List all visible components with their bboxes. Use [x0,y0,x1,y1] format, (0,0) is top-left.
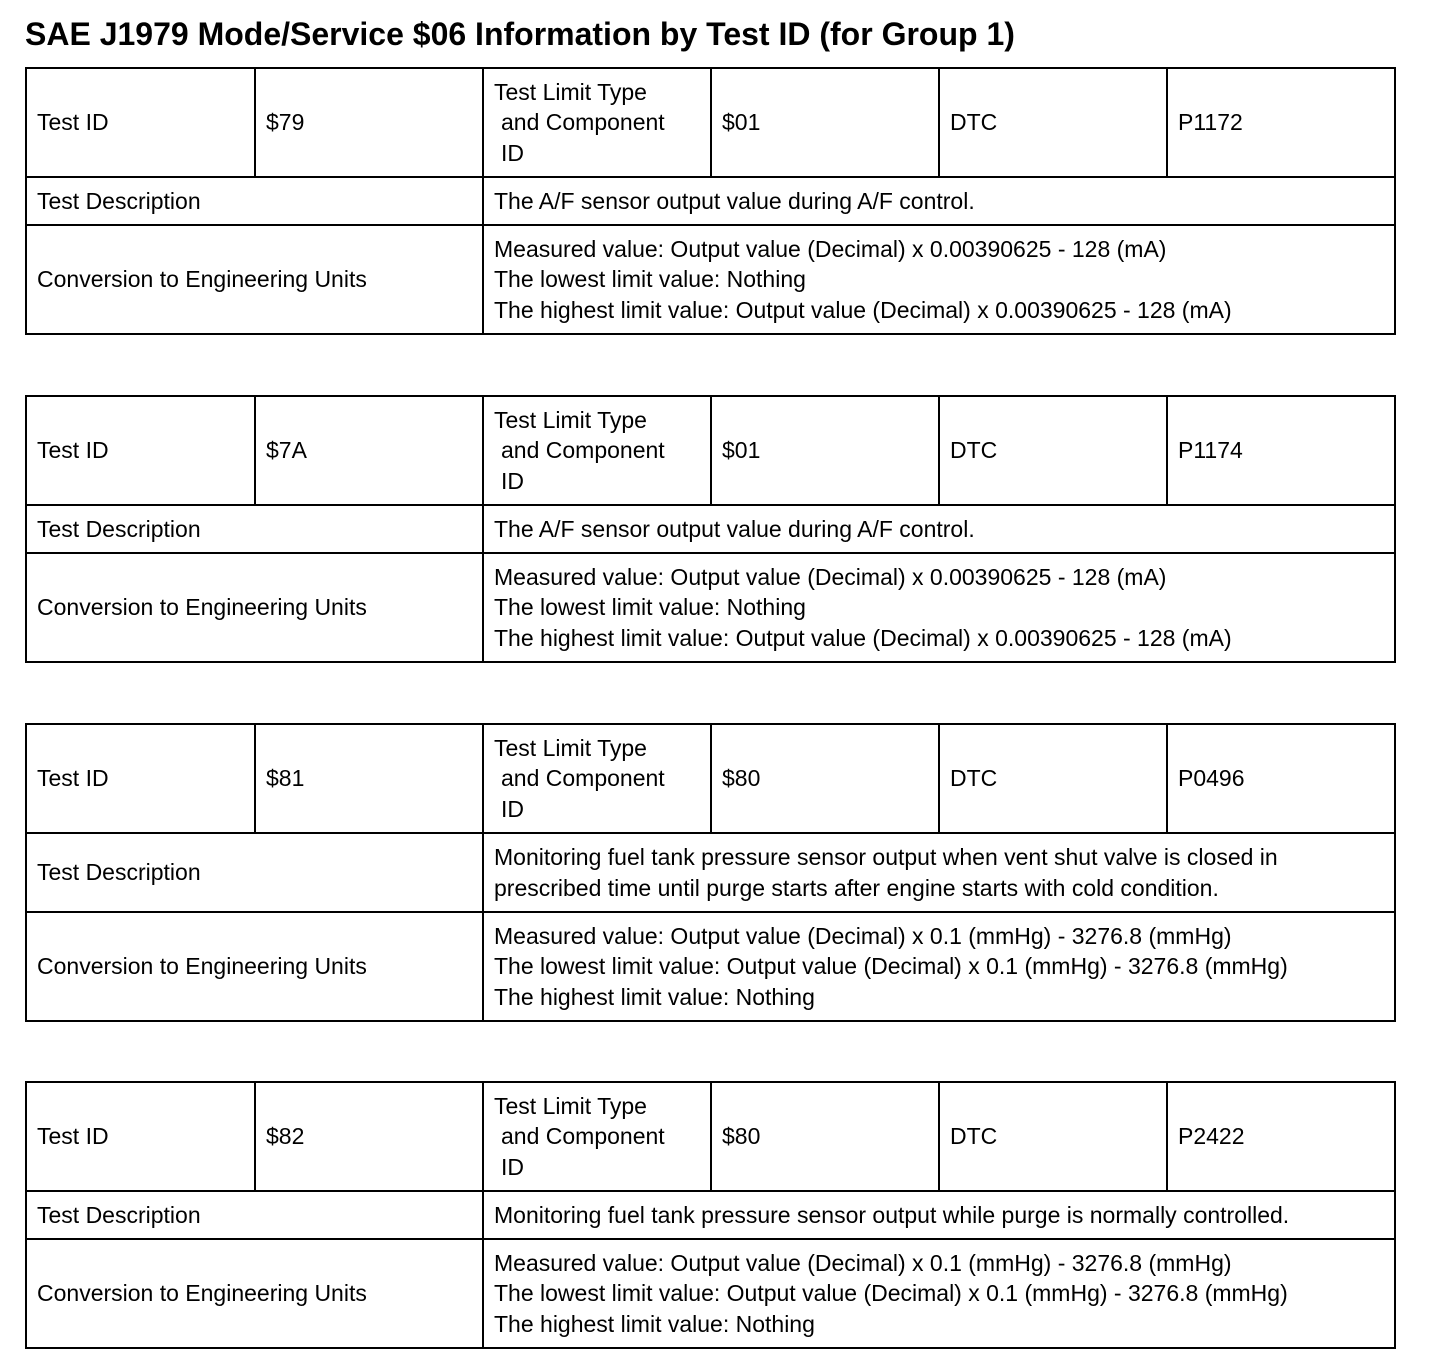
test-limit-type-value: $01 [711,396,939,505]
test-id-value: $81 [255,724,483,833]
test-header-row [26,396,1395,505]
conversion-label: Conversion to Engineering Units [26,225,483,334]
test-description-label: Test Description [26,505,483,553]
test-table [25,723,1396,1022]
test-description-row [26,505,1395,553]
dtc-value: P1174 [1167,396,1395,505]
test-description-row [26,833,1395,912]
conversion-row [26,912,1395,1021]
conversion-value: Measured value: Output value (Decimal) x 0.00390625 - 128 (mA) The lowest limit value: Nothing The highest limit value: Output value (Decimal) x 0.00390625 - 128 (mA) [483,225,1395,334]
conversion-value: Measured value: Output value (Decimal) x 0.00390625 - 128 (mA) The lowest limit value: Nothing The highest limit value: Output value (Decimal) x 0.00390625 - 128 (mA) [483,553,1395,662]
conversion-label: Conversion to Engineering Units [26,912,483,1021]
test-description-label: Test Description [26,177,483,225]
test-id-label: Test ID [26,1082,255,1191]
dtc-label: DTC [939,396,1167,505]
test-limit-type-value: $80 [711,724,939,833]
dtc-value: P1172 [1167,68,1395,177]
test-description-label: Test Description [26,833,483,912]
test-limit-type-value: $80 [711,1082,939,1191]
test-description-row [26,1191,1395,1239]
dtc-value: P0496 [1167,724,1395,833]
test-description-value: Monitoring fuel tank pressure sensor output while purge is normally controlled. [483,1191,1395,1239]
conversion-label: Conversion to Engineering Units [26,1239,483,1348]
test-limit-type-label: Test Limit Type and Component ID [483,1082,711,1191]
test-table [25,67,1396,335]
test-id-label: Test ID [26,68,255,177]
test-table [25,1081,1396,1349]
test-id-value: $79 [255,68,483,177]
test-description-value: The A/F sensor output value during A/F control. [483,505,1395,553]
page-title: SAE J1979 Mode/Service $06 Information by Test ID (for Group 1) [25,16,1015,52]
test-limit-type-label: Test Limit Type and Component ID [483,396,711,505]
test-limit-type-label: Test Limit Type and Component ID [483,724,711,833]
test-description-row [26,177,1395,225]
test-description-value: The A/F sensor output value during A/F control. [483,177,1395,225]
test-header-row [26,68,1395,177]
test-limit-type-value: $01 [711,68,939,177]
conversion-row [26,1239,1395,1348]
test-id-label: Test ID [26,396,255,505]
conversion-value: Measured value: Output value (Decimal) x 0.1 (mmHg) - 3276.8 (mmHg) The lowest limit value: Output value (Decimal) x 0.1 (mmHg) - 3276.8 (mmHg) The highest limit value: Nothing [483,912,1395,1021]
dtc-label: DTC [939,724,1167,833]
test-id-value: $82 [255,1082,483,1191]
test-header-row [26,724,1395,833]
dtc-label: DTC [939,68,1167,177]
conversion-row [26,225,1395,334]
conversion-label: Conversion to Engineering Units [26,553,483,662]
test-description-label: Test Description [26,1191,483,1239]
conversion-row [26,553,1395,662]
test-id-label: Test ID [26,724,255,833]
test-table [25,395,1396,663]
test-header-row [26,1082,1395,1191]
test-limit-type-label: Test Limit Type and Component ID [483,68,711,177]
dtc-label: DTC [939,1082,1167,1191]
test-description-value: Monitoring fuel tank pressure sensor output when vent shut valve is closed in prescribed time until purge starts after engine starts with cold condition. [483,833,1395,912]
test-id-value: $7A [255,396,483,505]
conversion-value: Measured value: Output value (Decimal) x 0.1 (mmHg) - 3276.8 (mmHg) The lowest limit value: Output value (Decimal) x 0.1 (mmHg) - 3276.8 (mmHg) The highest limit value: Nothing [483,1239,1395,1348]
dtc-value: P2422 [1167,1082,1395,1191]
